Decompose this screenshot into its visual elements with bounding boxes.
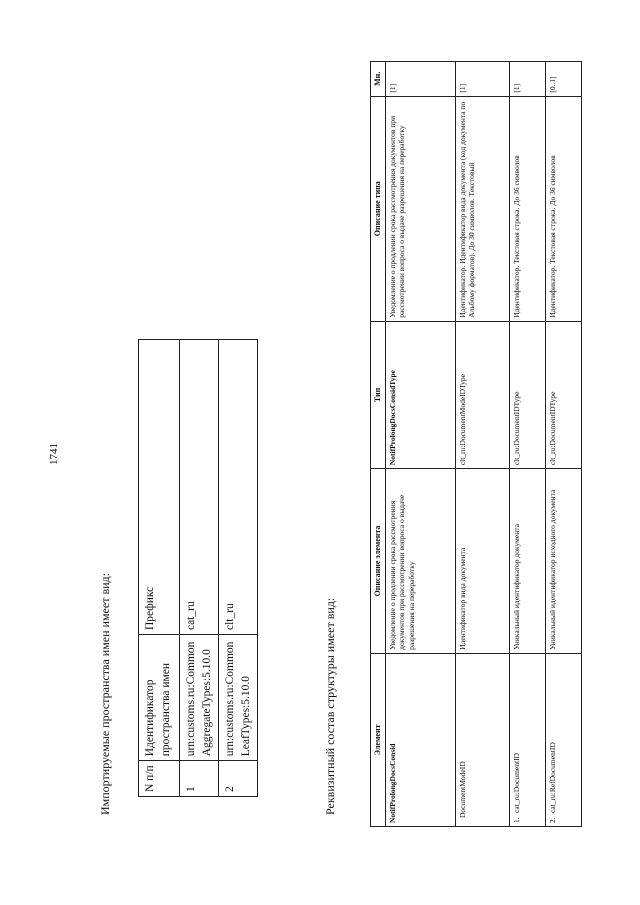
namespaces-caption: Импортируемые пространства имен имеет вид:	[98, 573, 112, 815]
table-row	[455, 62, 509, 827]
namespaces-header-number: N п/п	[139, 761, 180, 797]
table-row	[509, 62, 545, 827]
structure-header-type: Тип	[371, 321, 386, 468]
namespace-prefix: clt_ru	[219, 340, 258, 635]
type-description: Идентификатор. Идентификатор вида документа (код документа по Альбому форматов). До 30 символов. Текстовый	[455, 96, 509, 321]
element-type: clt_ru:DocumentModeIDType	[455, 321, 509, 468]
element-description: Идентификатор вида документа	[455, 469, 509, 654]
structure-caption: Реквизитный состав структуры имеет вид:	[323, 597, 337, 815]
structure-header-element-desc: Описание элемента	[371, 469, 386, 654]
namespaces-header-prefix: Префикс	[139, 340, 180, 635]
namespace-prefix: cat_ru	[180, 340, 219, 635]
element-name: NotifProlongDocsConsid	[385, 653, 455, 826]
element-description: Уведомление о продлении срока рассмотрения документов при рассмотрении вопроса о выдаче разрешения на переработку	[385, 469, 455, 654]
namespace-number: 2	[219, 761, 258, 797]
table-row	[219, 340, 258, 797]
multiplicity: [1]	[455, 62, 509, 97]
multiplicity: [0..1]	[545, 62, 581, 97]
multiplicity: [1]	[385, 62, 455, 97]
table-row	[385, 62, 455, 827]
structure-header-multiplicity: Мн.	[371, 62, 386, 97]
structure-header-type-desc: Описание типа	[371, 96, 386, 321]
table-row	[180, 340, 219, 797]
namespaces-table	[138, 339, 258, 797]
element-type: NotifProlongDocsConsidType	[385, 321, 455, 468]
element-description: Уникальный идентификатор исходного документа	[545, 469, 581, 654]
namespaces-header-identifier: Идентификатор пространства имен	[139, 635, 180, 761]
page-number: 1741	[48, 443, 60, 465]
element-name: 1.cat_ru:DocumentID	[509, 653, 545, 826]
namespace-number: 1	[180, 761, 219, 797]
element-index: 2.	[547, 817, 557, 823]
element-name: 2.cat_ru:RefDocumentID	[545, 653, 581, 826]
namespaces-header-row	[139, 340, 180, 797]
type-description: Идентификатор. Текстовая строка. До 36 символов	[509, 96, 545, 321]
multiplicity: [1]	[509, 62, 545, 97]
element-type: clt_ru:DocumentIDType	[509, 321, 545, 468]
type-description: Идентификатор. Текстовая строка. До 36 символов	[545, 96, 581, 321]
structure-header-element: Элемент	[371, 653, 386, 826]
structure-table	[370, 61, 582, 827]
type-description: Уведомление о продлении срока рассмотрения документов при рассмотрении вопроса о выдаче разрешения на переработку	[385, 96, 455, 321]
namespace-identifier: urn:customs.ru:Common AggregateTypes:5.10.0	[180, 635, 219, 761]
element-name: DocumentModeID	[455, 653, 509, 826]
element-index: 1.	[511, 817, 521, 823]
element-description: Уникальный идентификатор документа	[509, 469, 545, 654]
namespace-identifier: urn:customs.ru:Common LeafTypes:5.10.0	[219, 635, 258, 761]
table-row	[545, 62, 581, 827]
element-type: clt_ru:DocumentIDType	[545, 321, 581, 468]
structure-header-row	[371, 62, 386, 827]
